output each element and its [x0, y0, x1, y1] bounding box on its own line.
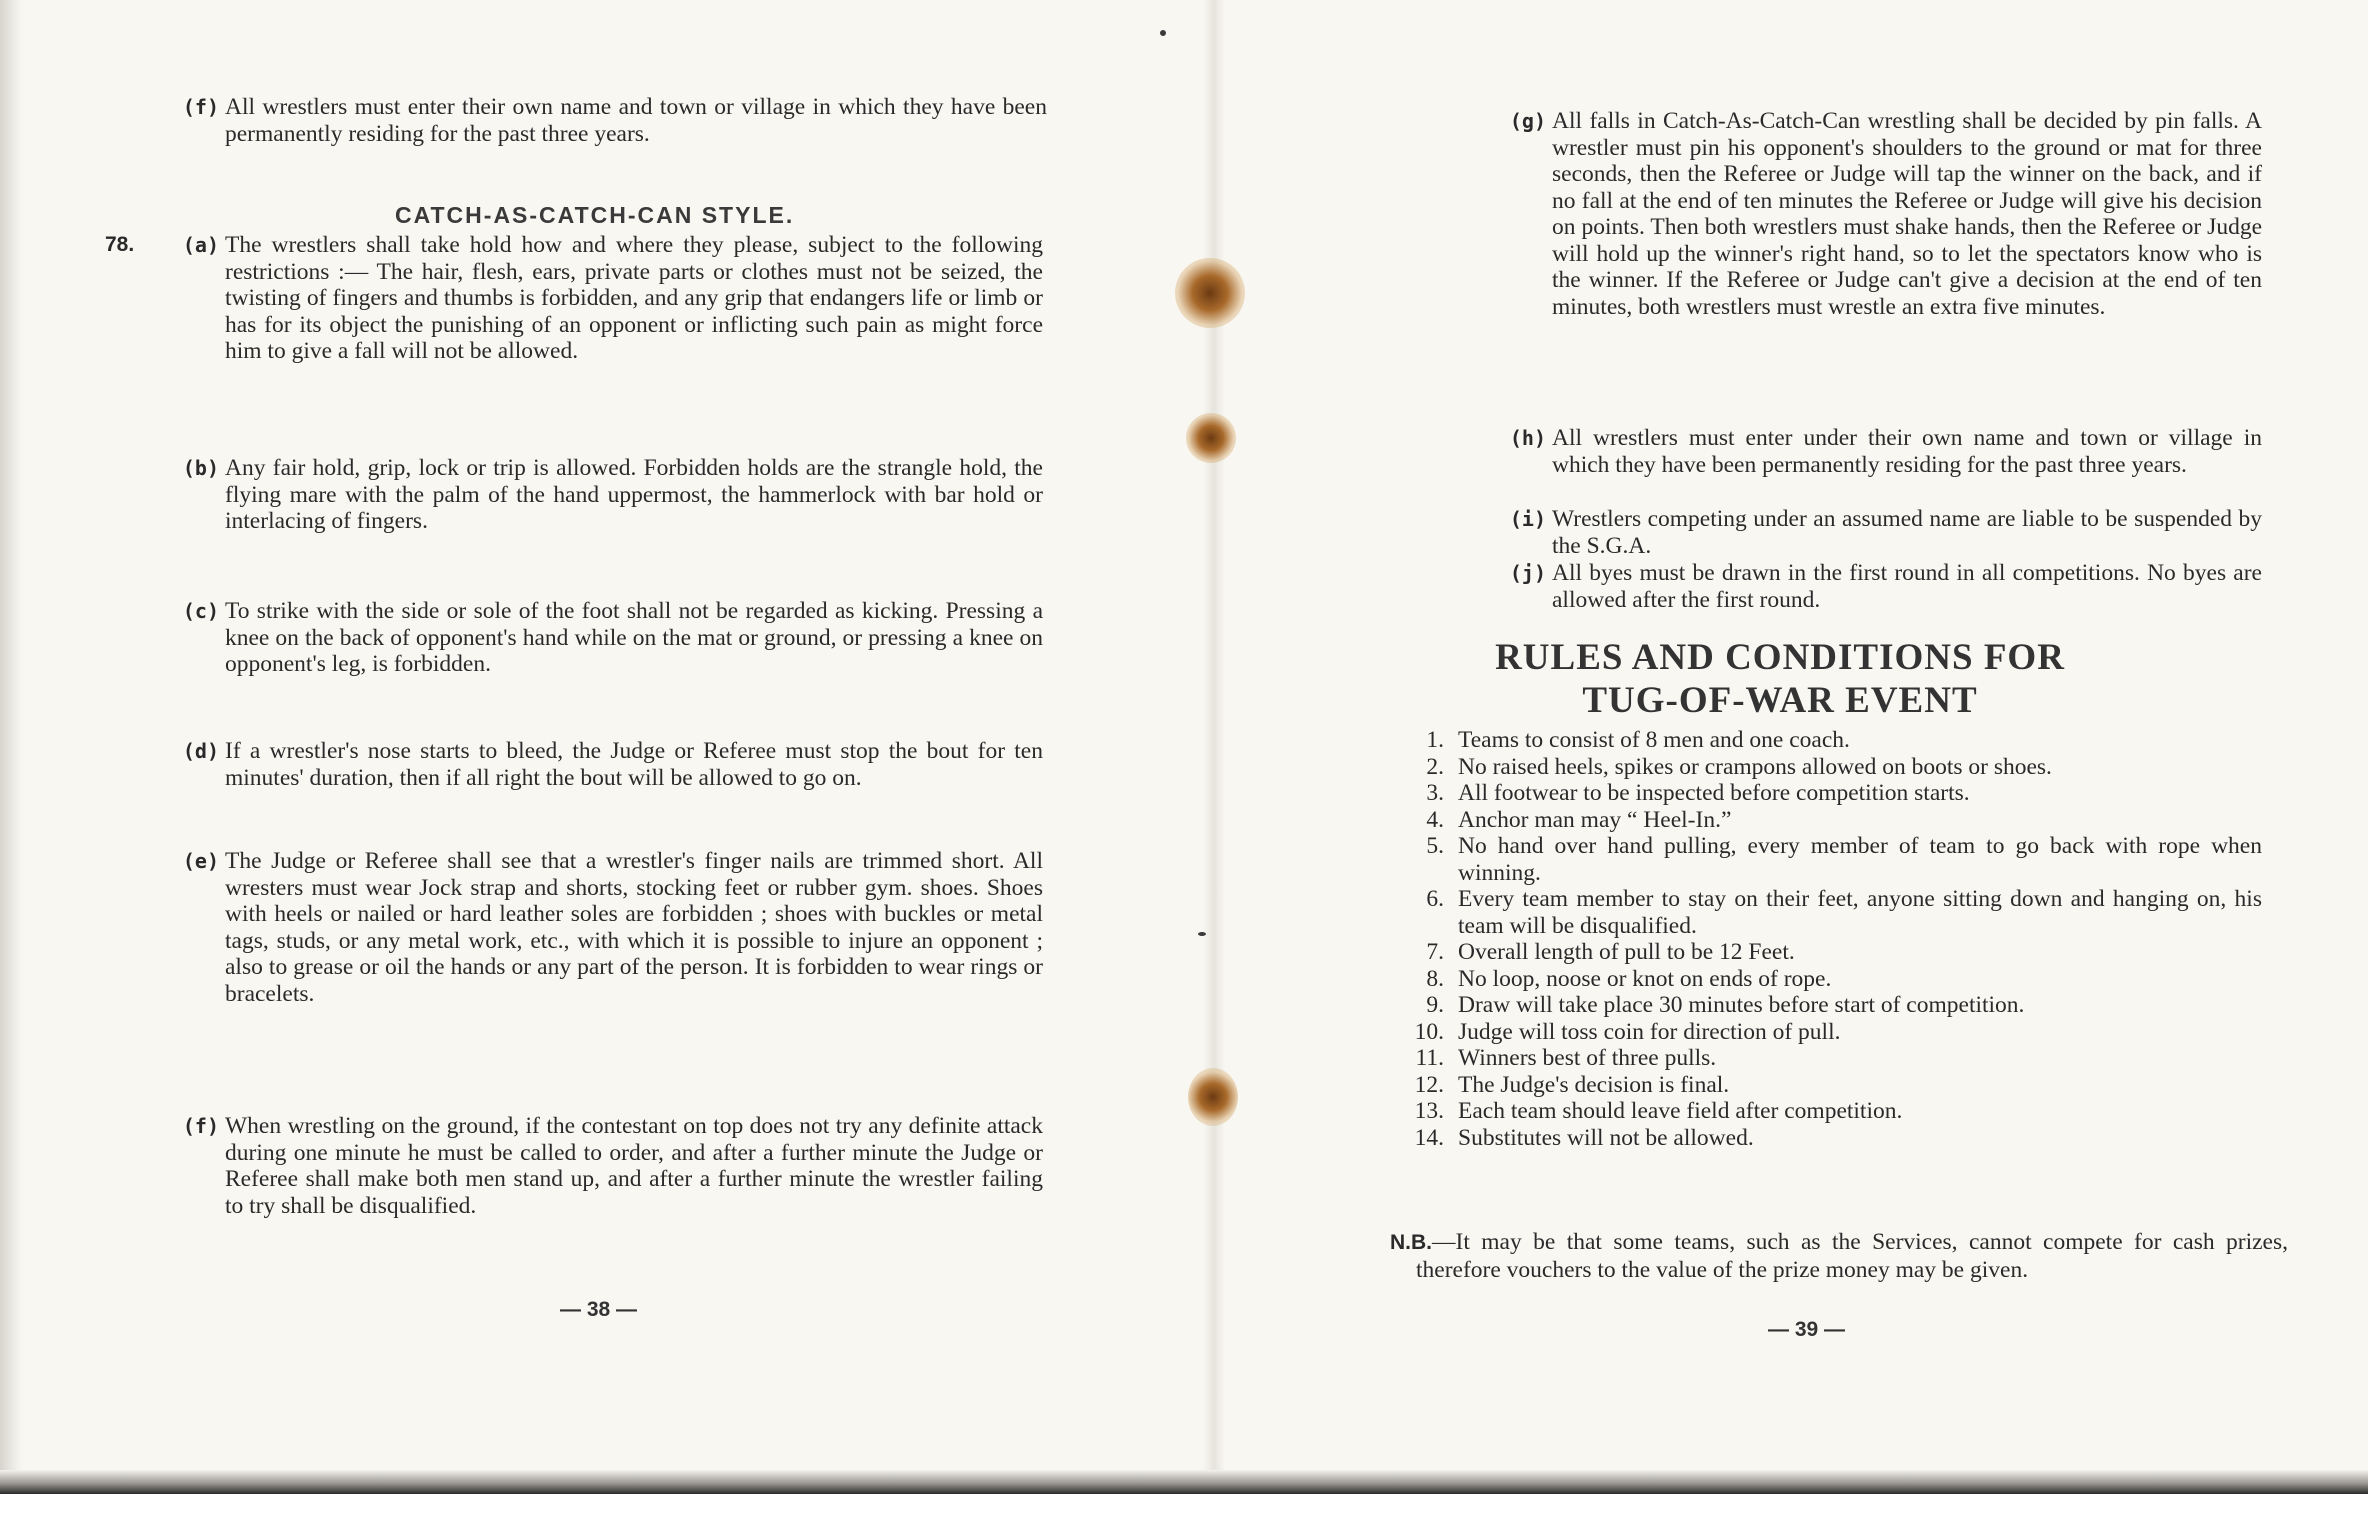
- clause-label: (f): [182, 95, 219, 119]
- rule-item-text: Anchor man may “ Heel-In.”: [1458, 806, 1732, 833]
- clause-g: [1509, 108, 2262, 320]
- clause-text: The wrestlers shall take hold how and where they please, subject to the following restrictions :— The hair, flesh, ears, private parts or clothes must not be seized, the twisting of fingers and thumbs is forbidden, and any grip that endangers life or limb or has for its object the punishing of an opponent or inflicting such pain as might force him to give a fall will not be allowed.: [225, 232, 1043, 364]
- clause-text: All wrestlers must enter their own name and town or village in which they have been permanently residing for the past three years.: [225, 94, 1047, 147]
- rule-item: [1400, 1045, 2262, 1072]
- clause-e: [182, 848, 1043, 1007]
- rule-item-number: 9.: [1426, 992, 1444, 1018]
- clause-f: [182, 1113, 1043, 1219]
- nb-text: —It may be that some teams, such as the Services, cannot compete for cash prizes, therefore vouchers to the value of the prize money may be given.: [1416, 1229, 2288, 1283]
- nb-label: N.B.: [1390, 1231, 1432, 1254]
- rule-number: 78.: [105, 233, 135, 256]
- rule-item-number: 11.: [1415, 1045, 1444, 1071]
- rule-item-number: 14.: [1414, 1124, 1444, 1151]
- rule-item: [1400, 1072, 2262, 1099]
- rule-item-text: No hand over hand pulling, every member of team to go back with rope when winning.: [1458, 833, 2262, 886]
- rule-item: [1400, 1098, 2262, 1125]
- nota-bene: [1390, 1229, 2288, 1283]
- rule-item: [1400, 833, 2262, 886]
- rule-item-number: 6.: [1426, 886, 1444, 912]
- clause-text: The Judge or Referee shall see that a wrestler's finger nails are trimmed short. All wresters must wear Jock strap and shorts, stocking feet or rubber gym. shoes. Shoes with heels or nailed or hard leather soles are forbidden ; shoes with buckles or metal tags, studs, or any metal work, etc., with which it is possible to injure an opponent ; also to grease or oil the hands or any part of the person. It is forbidden to wear rings or bracelets.: [225, 848, 1043, 1007]
- clause-label: (a): [182, 233, 219, 257]
- rule-item-text: Substitutes will not be allowed.: [1458, 1124, 1754, 1151]
- rule-item-text: No raised heels, spikes or crampons allowed on boots or shoes.: [1458, 753, 2052, 780]
- tug-of-war-heading: [1420, 636, 2140, 722]
- rule-item-text: Winners best of three pulls.: [1458, 1045, 1717, 1071]
- rule-item: [1400, 727, 2262, 754]
- clause-text: To strike with the side or sole of the foot shall not be regarded as kicking. Pressing a knee on the back of opponent's hand while on the mat or ground, or pressing a knee on opponent's leg, is forbidden.: [225, 598, 1043, 677]
- rule-item-number: 10.: [1414, 1018, 1444, 1045]
- rule-item: [1400, 966, 2262, 993]
- clause-text: Wrestlers competing under an assumed name are liable to be suspended by the S.G.A.: [1552, 506, 2262, 559]
- clause-label: (i): [1509, 507, 1546, 531]
- rule-item-text: All footwear to be inspected before competition starts.: [1458, 780, 1970, 806]
- ink-speck: [1160, 30, 1166, 36]
- rule-item: [1400, 992, 2262, 1019]
- rule-item-number: 1.: [1426, 727, 1444, 753]
- rule-item: [1400, 754, 2262, 781]
- section-heading: CATCH-AS-CATCH-CAN STYLE.: [395, 202, 795, 228]
- rule-item-number: 8.: [1426, 965, 1444, 992]
- page-number: — 39 —: [1768, 1318, 1846, 1341]
- clause-label: (j): [1509, 561, 1546, 585]
- rule-item-text: Overall length of pull to be 12 Feet.: [1458, 939, 1795, 965]
- rule-item-text: Each team should leave field after competition.: [1458, 1098, 1903, 1124]
- clause-a: [105, 232, 1043, 365]
- clause-d: [182, 738, 1043, 791]
- rule-item: [1400, 1019, 2262, 1046]
- staple-rust-stain: [1186, 413, 1236, 463]
- rule-item-number: 12.: [1414, 1071, 1444, 1098]
- tug-of-war-rules: [1400, 727, 2262, 1151]
- clause-text: If a wrestler's nose starts to bleed, the Judge or Referee must stop the bout for ten minutes' duration, then if all right the bout will be allowed to go on.: [225, 738, 1043, 791]
- rule-item: [1400, 886, 2262, 939]
- center-gutter: [1203, 0, 1225, 1478]
- rule-item-number: 2.: [1426, 753, 1444, 780]
- clause-label: (e): [182, 849, 219, 873]
- clause-c: [182, 598, 1043, 678]
- rule-item-text: The Judge's decision is final.: [1458, 1071, 1730, 1098]
- heading-line-1: RULES AND CONDITIONS FOR: [1495, 637, 2065, 678]
- staple-rust-stain: [1175, 258, 1245, 328]
- rule-item-text: No loop, noose or knot on ends of rope.: [1458, 965, 1832, 992]
- rule-item-number: 3.: [1426, 780, 1444, 806]
- staple-rust-stain: [1188, 1068, 1238, 1126]
- rule-item-text: Draw will take place 30 minutes before start of competition.: [1458, 992, 2025, 1018]
- heading-line-2: TUG-OF-WAR EVENT: [1582, 680, 1978, 721]
- rule-item: [1400, 780, 2262, 807]
- clause-label: (c): [182, 599, 219, 623]
- rule-item-number: 13.: [1414, 1098, 1444, 1124]
- rule-item: [1400, 939, 2262, 966]
- clause-text: All wrestlers must enter under their own name and town or village in which they have been permanently residing for the past three years.: [1552, 425, 2262, 478]
- clause-text: All falls in Catch-As-Catch-Can wrestling shall be decided by pin falls. A wrestler must pin his opponent's shoulders to the ground or mat for three seconds, then the Referee or Judge will tap the winner on the back, and if no fall at the end of ten minutes the Referee or Judge will give his decision on points. Then both wrestlers must shake hands, then the Referee or Judge will hold up the winner's right hand, so to let the spectators know who is the winner. If the Referee or Judge can't give a decision at the end of ten minutes, both wrestlers must wrestle an extra five minutes.: [1552, 108, 2262, 320]
- clause-i: [1509, 506, 2262, 559]
- rule-item-number: 5.: [1426, 833, 1444, 859]
- rule-item-text: Judge will toss coin for direction of pull.: [1458, 1018, 1841, 1045]
- clause-text: Any fair hold, grip, lock or trip is allowed. Forbidden holds are the strangle hold, the flying mare with the palm of the hand uppermost, the hammerlock with bar hold or interlacing of fingers.: [225, 455, 1043, 534]
- rule-item-number: 7.: [1426, 939, 1444, 965]
- rule-item-number: 4.: [1426, 806, 1444, 833]
- clause-label: (b): [182, 456, 219, 480]
- clause-label: (h): [1509, 426, 1546, 450]
- rule-item-text: Every team member to stay on their feet, anyone sitting down and hanging on, his team will be disqualified.: [1458, 886, 2262, 939]
- clause-text: All byes must be drawn in the first round in all competitions. No byes are allowed after the first round.: [1552, 560, 2262, 613]
- page-stack-edge: [0, 0, 22, 1480]
- clause-h: [1509, 425, 2262, 478]
- clause-f-entry: [182, 94, 1047, 147]
- rule-item: [1400, 1125, 2262, 1152]
- clause-j: [1509, 560, 2262, 613]
- rule-item: [1400, 807, 2262, 834]
- clause-b: [182, 455, 1043, 535]
- clause-text: When wrestling on the ground, if the contestant on top does not try any definite attack during one minute he must be called to order, and after a further minute the Judge or Referee shall make both men stand up, and after a further minute the wrestler failing to try shall be disqualified.: [225, 1113, 1043, 1219]
- clause-label: (d): [182, 739, 219, 763]
- clause-label: (f): [182, 1114, 219, 1138]
- ink-speck: [1198, 932, 1206, 936]
- clause-label: (g): [1509, 109, 1546, 133]
- page-number: — 38 —: [560, 1298, 638, 1321]
- rule-item-text: Teams to consist of 8 men and one coach.: [1458, 727, 1850, 753]
- booklet-bottom-edge: [0, 1470, 2368, 1494]
